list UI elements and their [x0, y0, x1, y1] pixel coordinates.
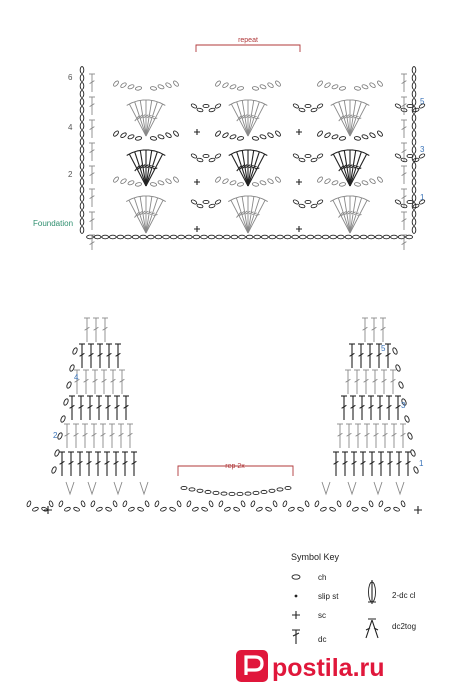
v-stitch: [140, 482, 148, 494]
dc-stitch: [101, 370, 107, 394]
dc-stitch: [97, 344, 103, 368]
dc-stitch: [337, 424, 343, 448]
chain-stitch: [297, 507, 304, 512]
chain-stitch: [378, 500, 383, 507]
v-stitch: [88, 482, 96, 494]
chain-stitch: [154, 500, 159, 507]
v-stitch: [66, 482, 74, 494]
dc2tog-icon: [366, 619, 378, 638]
dc-stitch: [113, 452, 119, 476]
cluster-icon: [368, 580, 376, 604]
dc-stitch: [369, 452, 375, 476]
dc-stitch: [79, 344, 85, 368]
dc-stitch: [387, 452, 393, 476]
row-number-5b: 5: [381, 344, 386, 353]
v-stitch: [374, 482, 382, 494]
chain-stitch: [48, 500, 53, 507]
chain-stitch: [57, 432, 63, 440]
dc-stitch: [372, 370, 378, 394]
chain-stitch: [197, 489, 203, 492]
chain-stitch: [250, 500, 255, 507]
dc-stitch: [364, 424, 370, 448]
chain-stitch: [32, 507, 39, 512]
dc-stitch: [346, 424, 352, 448]
chain-stitch: [41, 507, 48, 512]
key-label-dc: dc: [318, 635, 327, 644]
chain-stitch: [122, 500, 127, 507]
chain-stitch: [229, 492, 235, 495]
dc-stitch: [104, 452, 110, 476]
dc-stitch: [368, 396, 374, 420]
chain-stitch: [51, 466, 57, 474]
chain-stitch: [221, 492, 227, 495]
chain-stitch: [66, 381, 72, 389]
dc-stitch: [341, 396, 347, 420]
dc-stitch: [363, 370, 369, 394]
dc-stitch: [373, 424, 379, 448]
dc-stitch: [106, 344, 112, 368]
foundation-label: Foundation: [33, 219, 74, 228]
dc-stitch: [390, 370, 396, 394]
symbol-key-title: Symbol Key: [291, 552, 340, 562]
dc-stitch: [371, 318, 377, 342]
postila-watermark: [0, 645, 475, 690]
chain-stitch: [336, 500, 341, 507]
chain-stitch: [218, 500, 223, 507]
dc-stitch: [355, 424, 361, 448]
chain-stitch: [384, 507, 391, 512]
row-number-1: 1: [420, 193, 425, 202]
chain-stitch: [272, 500, 277, 507]
chain-stitch: [253, 491, 259, 494]
chain-stitch: [269, 489, 275, 492]
dc-stitch: [359, 396, 365, 420]
sc-stitch: [414, 506, 422, 514]
dc-stitch: [386, 396, 392, 420]
dc-stitch: [405, 452, 411, 476]
dc-stitch: [345, 370, 351, 394]
chain-stitch: [404, 415, 410, 423]
dc-stitch: [64, 424, 70, 448]
dc-icon: [292, 630, 300, 644]
chain-stitch: [26, 500, 31, 507]
chain-stitch: [329, 507, 336, 512]
dc-stitch: [68, 452, 74, 476]
dc-stitch: [78, 396, 84, 420]
dot-icon: [295, 595, 298, 598]
dc-stitch: [96, 396, 102, 420]
chain-stitch: [240, 500, 245, 507]
chain-oval-icon: [292, 575, 300, 579]
chain-stitch: [72, 347, 78, 355]
chain-stitch: [245, 492, 251, 495]
dc-stitch: [73, 424, 79, 448]
dc-stitch: [391, 424, 397, 448]
watermark-text: postila.ru: [272, 654, 385, 682]
chain-stitch: [320, 507, 327, 512]
chain-stitch: [208, 500, 213, 507]
chain-stitch: [186, 500, 191, 507]
dc-stitch: [333, 452, 339, 476]
chain-stitch: [400, 500, 405, 507]
dc-stitch: [87, 396, 93, 420]
chain-stitch: [205, 490, 211, 493]
chain-stitch: [352, 507, 359, 512]
dc-stitch: [360, 452, 366, 476]
key-label-dc2tog: dc2tog: [392, 622, 417, 631]
dc-stitch: [380, 318, 386, 342]
chain-stitch: [261, 490, 267, 493]
dc-stitch: [115, 344, 121, 368]
chain-stitch: [189, 488, 195, 491]
dc-stitch: [377, 396, 383, 420]
row-number-2b: 2: [53, 431, 58, 440]
chain-stitch: [64, 507, 71, 512]
chain-stitch: [128, 507, 135, 512]
dc-stitch: [114, 396, 120, 420]
chain-stitch: [410, 449, 416, 457]
chain-stitch: [58, 500, 63, 507]
v-stitch: [322, 482, 330, 494]
dc-stitch: [59, 452, 65, 476]
dc-stitch: [109, 424, 115, 448]
dc-stitch: [358, 344, 364, 368]
chain-stitch: [144, 500, 149, 507]
chain-stitch: [285, 486, 291, 489]
dc-stitch: [100, 424, 106, 448]
chain-stitch: [393, 507, 400, 512]
chain-stitch: [137, 507, 144, 512]
plus-icon: [292, 611, 300, 619]
chain-stitch: [181, 486, 187, 489]
chain-stitch: [60, 415, 66, 423]
dc-stitch: [350, 396, 356, 420]
rep-label: rep 2x: [225, 463, 245, 470]
dc-stitch: [381, 370, 387, 394]
row-number-3b: 3: [401, 401, 406, 410]
v-stitch: [348, 482, 356, 494]
chain-stitch: [73, 507, 80, 512]
key-label-slip-st: slip st: [318, 592, 339, 601]
chain-stitch: [176, 500, 181, 507]
chain-stitch: [224, 507, 231, 512]
chain-stitch: [368, 500, 373, 507]
dc-stitch: [351, 452, 357, 476]
dc-stitch: [88, 344, 94, 368]
row-number-4: 4: [68, 123, 73, 132]
chain-stitch: [395, 364, 401, 372]
row-number-2: 2: [68, 170, 73, 179]
chain-stitch: [63, 398, 69, 406]
chain-stitch: [282, 500, 287, 507]
dc-stitch: [123, 396, 129, 420]
chain-stitch: [346, 500, 351, 507]
dc-stitch: [385, 344, 391, 368]
dc-stitch: [93, 318, 99, 342]
chain-stitch: [80, 500, 85, 507]
chain-stitch: [237, 492, 243, 495]
chain-stitch: [288, 507, 295, 512]
dc-stitch: [400, 424, 406, 448]
chain-stitch: [54, 449, 60, 457]
dc-stitch: [349, 344, 355, 368]
chain-stitch: [361, 507, 368, 512]
v-stitch: [114, 482, 122, 494]
rep-bracket: [178, 463, 293, 476]
v-stitch: [396, 482, 404, 494]
chain-stitch: [69, 364, 75, 372]
dc-stitch: [382, 424, 388, 448]
chain-stitch: [105, 507, 112, 512]
dc-stitch: [95, 452, 101, 476]
dc-stitch: [77, 452, 83, 476]
dc-stitch: [91, 424, 97, 448]
chain-stitch: [96, 507, 103, 512]
row-number-5: 5: [420, 97, 425, 106]
row-number-3: 3: [420, 145, 425, 154]
chain-stitch: [265, 507, 272, 512]
dc-stitch: [354, 370, 360, 394]
dc-stitch: [102, 318, 108, 342]
chain-stitch: [192, 507, 199, 512]
chain-stitch: [398, 381, 404, 389]
key-label-sc: sc: [318, 611, 326, 620]
dc-stitch: [342, 452, 348, 476]
row-number-1b: 1: [419, 459, 424, 468]
chain-stitch: [90, 500, 95, 507]
dc-stitch: [119, 370, 125, 394]
repeat-label: repeat: [238, 37, 258, 44]
chain-stitch: [392, 347, 398, 355]
dc-stitch: [118, 424, 124, 448]
key-label-2dc-cl: 2-dc cl: [392, 591, 416, 600]
dc-stitch: [92, 370, 98, 394]
chain-stitch: [160, 507, 167, 512]
chain-stitch: [112, 500, 117, 507]
edging-chart: [26, 318, 422, 514]
dc-stitch: [127, 424, 133, 448]
chain-stitch: [277, 488, 283, 491]
dc-stitch: [110, 370, 116, 394]
chain-stitch: [233, 507, 240, 512]
chain-stitch: [201, 507, 208, 512]
dc-stitch: [396, 452, 402, 476]
dc-stitch: [131, 452, 137, 476]
dc-stitch: [378, 452, 384, 476]
dc-stitch: [362, 318, 368, 342]
chain-stitch: [169, 507, 176, 512]
dc-stitch: [122, 452, 128, 476]
dc-stitch: [83, 370, 89, 394]
dc-stitch: [105, 396, 111, 420]
chain-stitch: [213, 491, 219, 494]
chain-stitch: [407, 432, 413, 440]
dc-stitch: [84, 318, 90, 342]
chain-stitch: [256, 507, 263, 512]
postila-logo-icon: [236, 650, 268, 682]
chain-stitch: [304, 500, 309, 507]
row-number-6: 6: [68, 73, 73, 82]
dc-stitch: [86, 452, 92, 476]
sc-stitch: [44, 506, 52, 514]
chain-stitch: [314, 500, 319, 507]
dc-stitch: [367, 344, 373, 368]
key-label-ch: ch: [318, 573, 327, 582]
row-number-4b: 4: [74, 373, 79, 382]
dc-stitch: [82, 424, 88, 448]
dc-stitch: [69, 396, 75, 420]
